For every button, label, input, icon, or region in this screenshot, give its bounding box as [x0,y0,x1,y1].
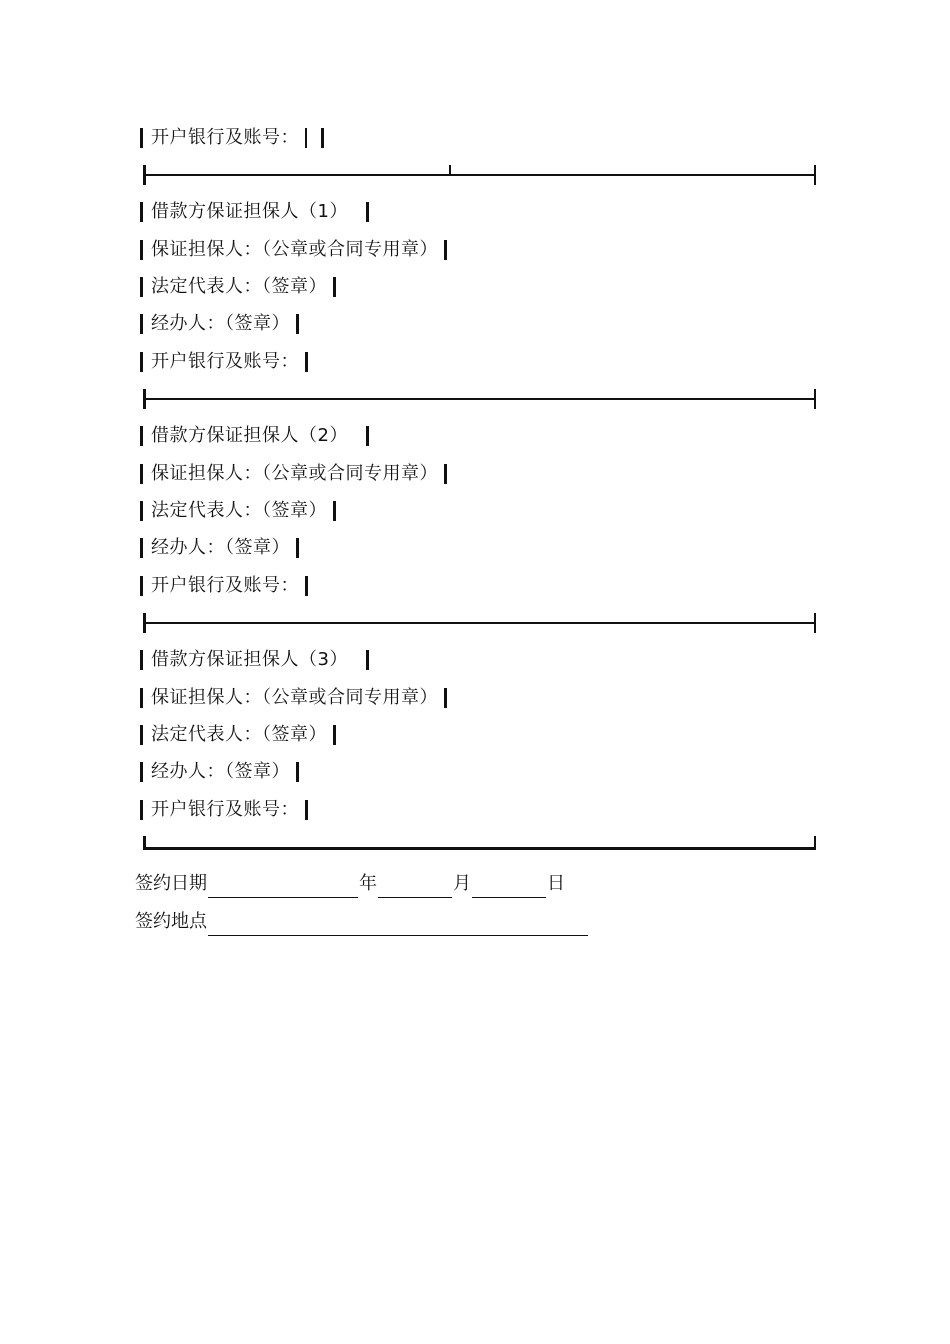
table-border-left [140,800,143,820]
table-bottom-border [143,830,816,850]
guarantor-2-title-row [140,422,369,450]
table-divider-rule [143,165,816,185]
table-border-left [140,426,143,446]
table-border-right [321,128,324,148]
table-border-right [305,352,308,372]
table-border-right [444,240,447,260]
guarantor-3-bank-row [140,796,308,824]
guarantor-1-agent-row [140,310,299,338]
table-border-left [140,576,143,596]
guarantor-title: 借款方保证担保人（2） [151,425,348,446]
signing-place-row [135,908,589,936]
guarantor-seal-label: 保证担保人：（公章或合同专用章） [151,239,438,260]
table-border-right [305,800,308,820]
guarantor-3-seal-row [140,684,447,712]
table-border-left [140,352,143,372]
table-border-left [140,762,143,782]
table-border-left [140,128,143,148]
table-border-right [296,538,299,558]
table-border-left [140,277,143,297]
table-border-right [333,277,336,297]
bank-account-label: 开户银行及账号： [151,127,299,148]
table-divider-rule [143,613,816,633]
legal-rep-label: 法定代表人：（签章） [151,276,327,297]
guarantor-1-legal-rep-row [140,273,336,301]
table-border-right [333,501,336,521]
guarantor-title: 借款方保证担保人（3） [151,649,348,670]
bank-account-label: 开户银行及账号： [151,799,299,820]
table-border-right [444,688,447,708]
legal-rep-label: 法定代表人：（签章） [151,500,327,521]
guarantor-1-title-row [140,198,369,226]
table-border-left [140,464,143,484]
day-label: 日 [547,873,565,894]
guarantor-3-legal-rep-row [140,721,336,749]
guarantor-seal-label: 保证担保人：（公章或合同专用章） [151,463,438,484]
table-border-right [305,576,308,596]
table-border-right [366,426,369,446]
agent-label: 经办人：（签章） [151,537,290,558]
table-border-left [140,650,143,670]
guarantor-title: 借款方保证担保人（1） [151,201,348,222]
table-border-right [333,725,336,745]
guarantor-seal-label: 保证担保人：（公章或合同专用章） [151,687,438,708]
signing-place-label: 签约地点 [135,911,207,932]
table-border-left [140,538,143,558]
table-border-left [140,202,143,222]
guarantor-2-agent-row [140,534,299,562]
guarantor-2-bank-row [140,572,308,600]
table-border-right [366,202,369,222]
month-blank[interactable] [378,877,452,898]
table-border-left [140,240,143,260]
agent-label: 经办人：（签章） [151,313,290,334]
bank-account-label: 开户银行及账号： [151,351,299,372]
month-label: 月 [453,873,471,894]
agent-label: 经办人：（签章） [151,761,290,782]
table-border-left [140,725,143,745]
guarantor-3-title-row [140,646,369,674]
table-cell-divider [305,128,307,148]
table-border-right [296,314,299,334]
table-border-right [366,650,369,670]
table-border-left [140,501,143,521]
table-border-left [140,688,143,708]
signing-place-blank[interactable] [208,915,588,936]
guarantor-1-bank-row [140,348,308,376]
signing-date-row [135,870,565,898]
table-border-right [444,464,447,484]
table-border-left [140,314,143,334]
bank-account-label: 开户银行及账号： [151,575,299,596]
year-label: 年 [359,873,377,894]
guarantor-2-legal-rep-row [140,497,336,525]
table-divider-rule [143,389,816,409]
signing-date-blank[interactable] [208,877,358,898]
guarantor-2-seal-row [140,460,447,488]
day-blank[interactable] [472,877,546,898]
guarantor-3-agent-row [140,758,299,786]
table-border-right [296,762,299,782]
legal-rep-label: 法定代表人：（签章） [151,724,327,745]
top-bank-account-row [140,124,324,152]
guarantor-1-seal-row [140,236,447,264]
signing-date-label: 签约日期 [135,873,207,894]
